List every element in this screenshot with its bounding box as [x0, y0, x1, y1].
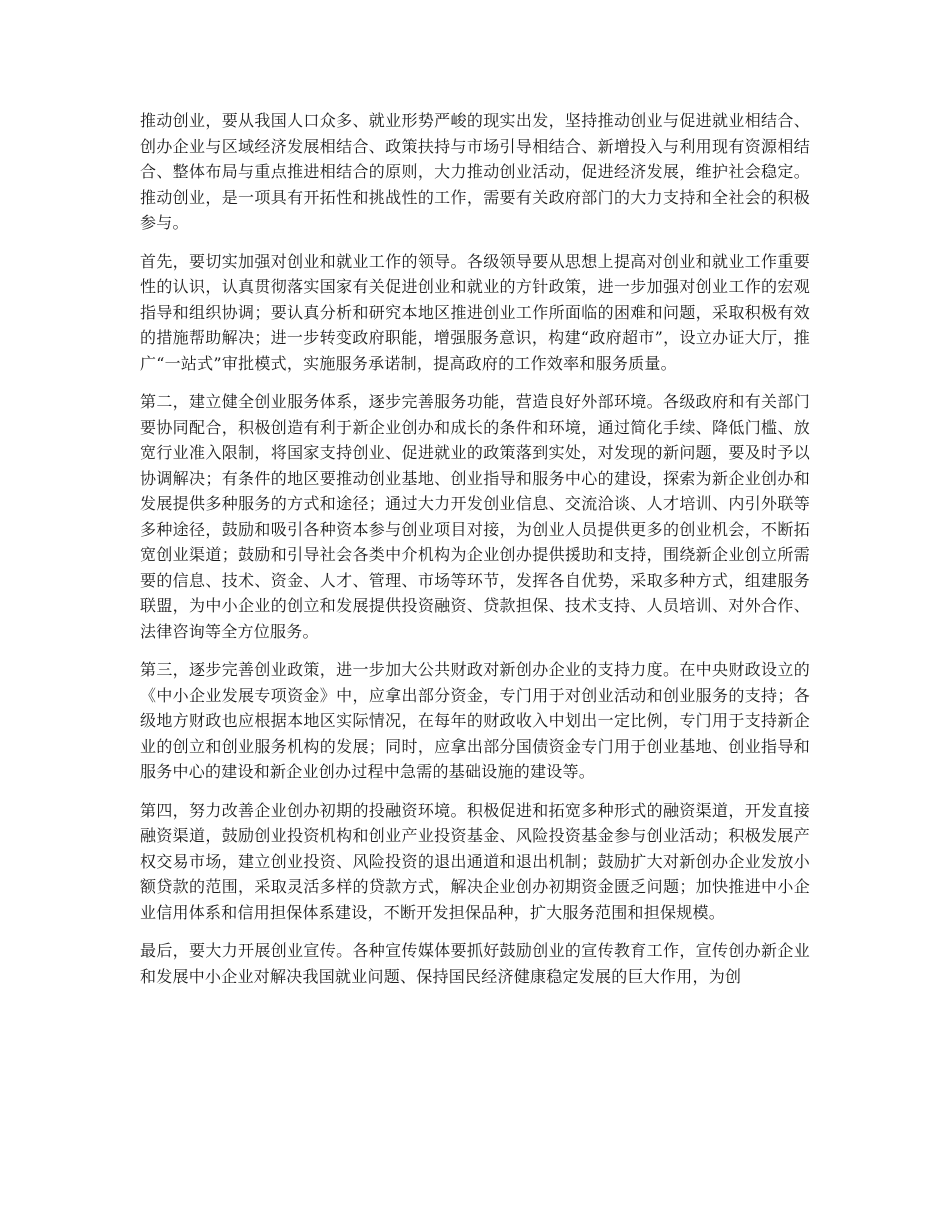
document-body — [140, 108, 810, 1002]
paragraph-fourth: 第四，努力改善企业创办初期的投融资环境。积极促进和拓宽多种形式的融资渠道，开发直接融资渠道，鼓励创业投资机构和创业产业投资基金、风险投资基金参与创业活动；积极发展产权交易市场，建立创业投资、风险投资的退出通道和退出机制；鼓励扩大对新创办企业发放小额贷款的范围，采取灵活多样的贷款方式，解决企业创办初期资金匮乏问题；加快推进中小企业信用体系和信用担保体系建设，不断开发担保品种，扩大服务范围和担保规模。 — [140, 800, 810, 922]
paragraph-last: 最后，要大力开展创业宣传。各种宣传媒体要抓好鼓励创业的宣传教育工作，宣传创办新企业和发展中小企业对解决我国就业问题、保持国民经济健康稳定发展的巨大作用，为创 — [140, 941, 810, 986]
paragraph-intro: 推动创业，要从我国人口众多、就业形势严峻的现实出发，坚持推动创业与促进就业相结合、创办企业与区域经济发展相结合、政策扶持与市场引导相结合、新增投入与利用现有资源相结合、整体布局与重点推进相结合的原则，大力推动创业活动，促进经济发展，维护社会稳定。推动创业，是一项具有开拓性和挑战性的工作，需要有关政府部门的大力支持和全社会的积极参与。 — [140, 111, 810, 232]
paragraph-third: 第三，逐步完善创业政策，进一步加大公共财政对新创办企业的支持力度。在中央财政设立的《中小企业发展专项资金》中，应拿出部分资金，专门用于对创业活动和创业服务的支持；各级地方财政也应根据本地区实际情况，在每年的财政收入中划出一定比例，专门用于支持新企业的创立和创业服务机构的发展；同时，应拿出部分国债资金专门用于创业基地、创业指导和服务中心的建设和新企业创办过程中急需的基础设施的建设等。 — [140, 660, 810, 781]
paragraph-first: 首先，要切实加强对创业和就业工作的领导。各级领导要从思想上提高对创业和就业工作重要性的认识，认真贯彻落实国家有关促进创业和就业的方针政策，进一步加强对创业工作的宏观指导和组织协调；要认真分析和研究本地区推进创业工作所面临的困难和问题，采取积极有效的措施帮助解决；进一步转变政府职能，增强服务意识，构建“政府超市”，设立办证大厅，推广“一站式”审批模式，实施服务承诺制，提高政府的工作效率和服务质量。 — [140, 251, 810, 373]
paragraph-second: 第二，建立健全创业服务体系，逐步完善服务功能，营造良好外部环境。各级政府和有关部门要协同配合，积极创造有利于新企业创办和成长的条件和环境，通过简化手续、降低门槛、放宽行业准入限制，将国家支持创业、促进就业的政策落到实处，对发现的新问题，要及时予以协调解决；有条件的地区要推动创业基地、创业指导和服务中心的建设，探索为新企业创办和发展提供多种服务的方式和途径；通过大力开发创业信息、交流洽谈、人才培训、内引外联等多种途径，鼓励和吸引各种资本参与创业项目对接，为创业人员提供更多的创业机会，不断拓宽创业渠道；鼓励和引导社会各类中介机构为企业创办提供援助和支持，围绕新企业创立所需要的信息、技术、资金、人才、管理、市场等环节，发挥各自优势，采取多种方式，组建服务联盟，为中小企业的创立和发展提供投资融资、贷款担保、技术支持、人员培训、对外合作、法律咨询等全方位服务。 — [140, 392, 810, 641]
